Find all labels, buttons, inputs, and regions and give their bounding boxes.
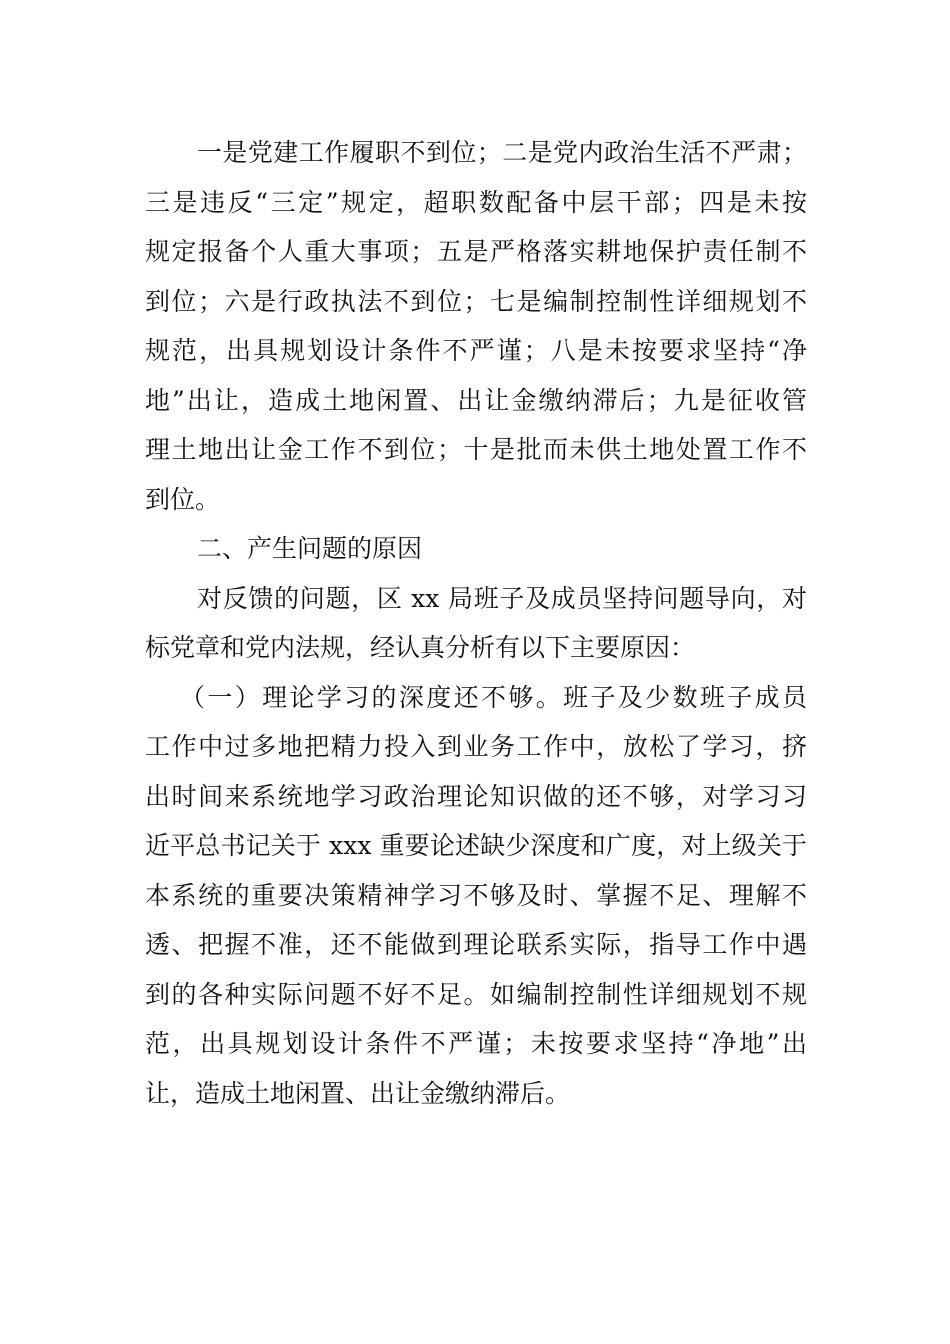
paragraph-issues-list (145, 128, 807, 524)
text-line: 规范，出具规划设计条件不严谨；八是未按要求坚持“净 (145, 336, 807, 365)
text-line: 范，出具规划设计条件不严谨；未按要求坚持“净地”出 (145, 1029, 807, 1058)
paragraph-cause-1 (145, 673, 807, 1119)
paragraph-intro (145, 574, 807, 673)
text-line: 到位。 (145, 484, 221, 514)
text-line: 工作中过多地把精力投入到业务工作中，放松了学习，挤 (145, 732, 807, 761)
text-line: （一）理论学习的深度还不够。班子及少数班子成员 (180, 682, 807, 712)
section-heading (145, 524, 807, 574)
document-body (145, 128, 807, 1118)
text-line: 出时间来系统地学习政治理论知识做的还不够，对学习习 (145, 781, 807, 811)
heading-text: 二、产生问题的原因 (197, 534, 423, 563)
text-line: 近平总书记关于 xxx 重要论述缺少深度和广度，对上级关于 (145, 831, 807, 860)
text-line: 标党章和党内法规，经认真分析有以下主要原因： (145, 633, 696, 662)
text-line: 本系统的重要决策精神学习不够及时、掌握不足、理解不 (145, 880, 807, 910)
text-line: 理土地出让金工作不到位；十是批而未供土地处置工作不 (145, 435, 807, 464)
text-line: 对反馈的问题，区 xx 局班子及成员坚持问题导向，对 (197, 583, 807, 613)
text-line: 地”出让，造成土地闲置、出让金缴纳滞后；九是征收管 (145, 385, 807, 415)
text-line: 一是党建工作履职不到位；二是党内政治生活不严肃； (197, 138, 807, 167)
text-line: 三是违反“三定”规定，超职数配备中层干部；四是未按 (145, 187, 807, 217)
text-line: 透、把握不准，还不能做到理论联系实际，指导工作中遇 (145, 930, 807, 959)
text-line: 让，造成土地闲置、出让金缴纳滞后。 (145, 1078, 571, 1108)
text-line: 到位；六是行政执法不到位；七是编制控制性详细规划不 (145, 286, 807, 316)
text-line: 规定报备个人重大事项；五是严格落实耕地保护责任制不 (145, 237, 807, 266)
text-line: 到的各种实际问题不好不足。如编制控制性详细规划不规 (145, 979, 807, 1009)
